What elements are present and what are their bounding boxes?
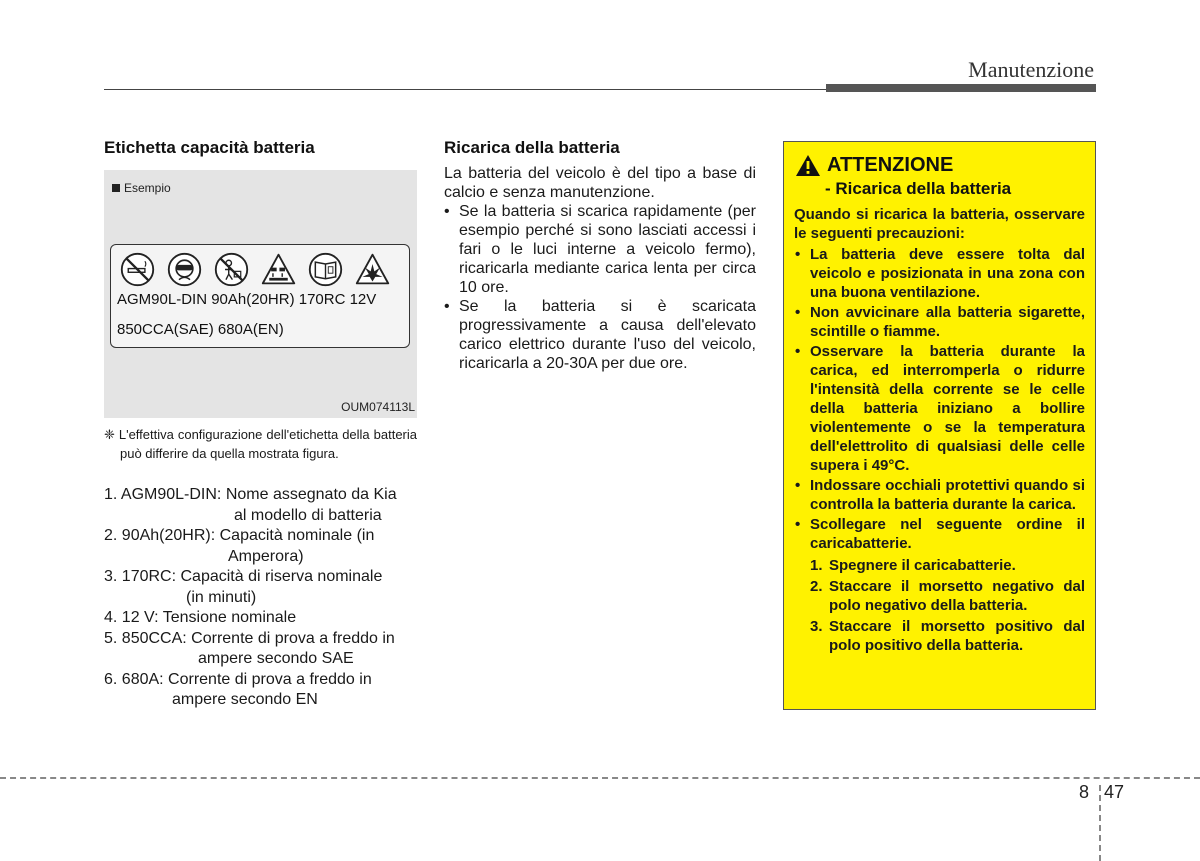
footer-rule bbox=[0, 777, 1200, 779]
disconnect-steps bbox=[810, 556, 1085, 655]
definition-list bbox=[104, 485, 417, 711]
warning-icons-row bbox=[119, 251, 391, 288]
image-code: OUM074113L bbox=[341, 400, 415, 414]
header-rule-accent bbox=[826, 84, 1096, 92]
column-battery-label bbox=[104, 138, 417, 711]
list-item: 4. 12 V: Tensione nominale bbox=[104, 609, 297, 626]
list-item: • Indossare occhiali protettivi quando si controlla la batteria durante la carica. bbox=[794, 476, 1085, 514]
no-smoking-icon bbox=[119, 251, 156, 288]
example-caption: Esempio bbox=[112, 181, 171, 195]
header-rule bbox=[104, 89, 826, 90]
corrosive-warning-icon bbox=[260, 251, 297, 288]
step-item: 3. Staccare il morsetto positivo dal polo positivo della batteria. bbox=[810, 618, 1085, 654]
list-item: 1. AGM90L-DIN: Nome assegnato da Kia al modello di batteria bbox=[104, 486, 397, 524]
list-item: 2. 90Ah(20HR): Capacità nominale (in Amperora) bbox=[104, 527, 375, 565]
warning-triangle-icon bbox=[795, 154, 821, 177]
step-item: 1. Spegnere il caricabatterie. bbox=[810, 557, 1016, 574]
footer-divider bbox=[1099, 785, 1101, 861]
square-bullet-icon bbox=[112, 184, 120, 192]
step-item: 2. Staccare il morsetto negativo dal polo negativo della batteria. bbox=[810, 578, 1085, 614]
warning-header bbox=[794, 154, 1085, 177]
explosive-warning-icon bbox=[354, 251, 391, 288]
list-item: • Osservare la batteria durante la carica, ed interromperla o ridurre l'intensità della corrente se le celle della batteria iniziano a bollire violentemente o se la temperatura dell'elettrolito di qualsiasi delle celle supera i 49°C. bbox=[794, 342, 1085, 475]
list-item: 5. 850CCA: Corrente di prova a freddo in ampere secondo SAE bbox=[104, 629, 395, 667]
list-item: 6. 680A: Corrente di prova a freddo in ampere secondo EN bbox=[104, 670, 372, 708]
keep-away-children-icon bbox=[213, 251, 250, 288]
read-manual-icon bbox=[307, 251, 344, 288]
column-charging bbox=[444, 138, 756, 373]
figure-note: ❈ L'effettiva configurazione dell'etichetta della batteria può differire da quella mostrata figura. bbox=[104, 427, 417, 461]
charging-intro: La batteria del veicolo è del tipo a base di calcio e senza manutenzione. bbox=[444, 165, 756, 201]
list-item: • Se la batteria si è scaricata progressivamente a causa dell'elevato carico elettrico durante l'uso del veicolo, ricaricarla a 20-30A per due ore. bbox=[444, 297, 756, 373]
battery-label-card bbox=[110, 244, 410, 348]
warning-subtitle: - Ricarica della batteria bbox=[825, 179, 1012, 198]
example-figure bbox=[104, 170, 417, 418]
page-number: 47 bbox=[1104, 782, 1125, 802]
list-item: 3. 170RC: Capacità di riserva nominale (in minuti) bbox=[104, 568, 383, 606]
section-heading-charging: Ricarica della batteria bbox=[444, 138, 620, 157]
warning-list bbox=[794, 245, 1085, 655]
list-item: • La batteria deve essere tolta dal veicolo e posizionata in una zona con una buona ventilazione. bbox=[794, 245, 1085, 302]
warning-box bbox=[783, 141, 1096, 710]
eye-protection-icon bbox=[166, 251, 203, 288]
section-heading-battery-label: Etichetta capacità batteria bbox=[104, 138, 315, 157]
warning-title: ATTENZIONE bbox=[827, 154, 954, 176]
page-title: Manutenzione bbox=[968, 57, 1094, 82]
list-item: • Se la batteria si scarica rapidamente (per esempio perché si sono lasciati accessi i fari o le luci interne a veicolo fermo), ricaricarla mediante carica lenta per circa 10 ore. bbox=[444, 202, 756, 297]
label-line-1: AGM90L-DIN 90Ah(20HR) 170RC 12V bbox=[117, 291, 377, 308]
chapter-number: 8 bbox=[1079, 782, 1090, 802]
warning-intro: Quando si ricarica la batteria, osservare le seguenti precauzioni: bbox=[794, 206, 1085, 242]
list-item: • Scollegare nel seguente ordine il caricabatterie. 1. Spegnere il caricabatterie. 2. Staccare il morsetto negativo dal polo negativo della batteria. 3. Staccare il morsetto positivo dal polo positivo della batteria. bbox=[794, 515, 1085, 655]
list-item: • Non avvicinare alla batteria sigarette, scintille o fiamme. bbox=[794, 303, 1085, 341]
label-line-2: 850CCA(SAE) 680A(EN) bbox=[117, 321, 284, 338]
charging-bullets bbox=[444, 202, 756, 373]
